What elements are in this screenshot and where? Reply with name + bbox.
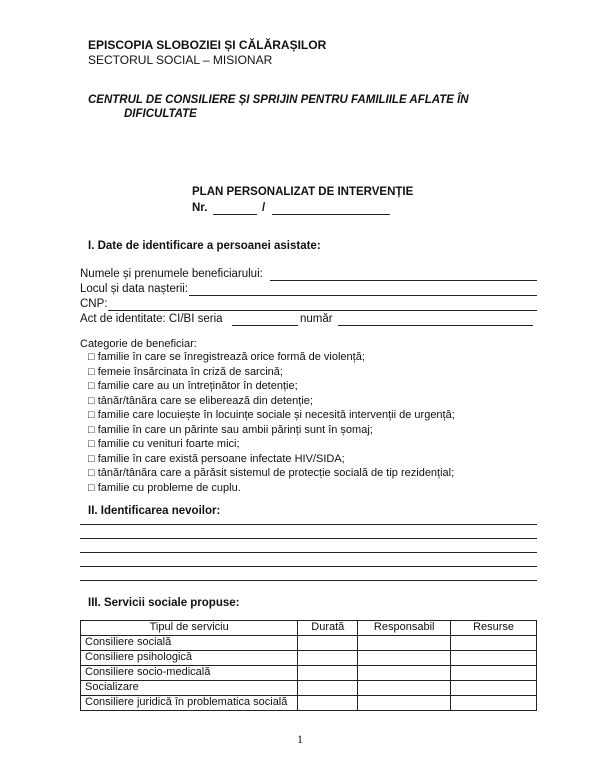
service-type-cell: Consiliere socială [81, 636, 298, 651]
plan-number-blank[interactable] [213, 214, 257, 215]
beneficiary-name-field[interactable] [270, 280, 537, 281]
needs-line[interactable] [80, 566, 537, 567]
category-checkbox-item[interactable]: □ familie în care există persoane infectate HIV/SIDA; [88, 453, 345, 465]
centre-name-line2: DIFICULTATE [124, 108, 197, 120]
resources-cell[interactable] [451, 651, 537, 666]
column-header-duration: Durată [298, 621, 358, 636]
needs-line[interactable] [80, 580, 537, 581]
section1-heading: I. Date de identificare a persoanei asistate: [88, 240, 321, 252]
category-checkbox-item[interactable]: □ familie cu venituri foarte mici; [88, 438, 240, 450]
table-row [81, 666, 537, 681]
column-header-resources: Resurse [451, 621, 537, 636]
birth-place-date-field[interactable] [189, 295, 537, 296]
organization-sector: SECTORUL SOCIAL – MISIONAR [88, 53, 273, 67]
column-header-service-type: Tipul de serviciu [81, 621, 298, 636]
id-document-label: Act de identitate: CI/BI seria [80, 313, 223, 325]
centre-name-line1: CENTRUL DE CONSILIERE ȘI SPRIJIN PENTRU FAMILIILE AFLATE ÎN [88, 94, 469, 106]
needs-line[interactable] [80, 538, 537, 539]
section3-heading: III. Servicii sociale propuse: [88, 597, 240, 609]
organization-name: EPISCOPIA SLOBOZIEI ȘI CĂLĂRAȘILOR [88, 38, 327, 52]
category-checkbox-item[interactable]: □ tânăr/tânăra care a părăsit sistemul de protecție socială de tip rezidențial; [88, 467, 455, 479]
category-checkbox-item[interactable]: □ tânăr/tânăra care se eliberează din detenție; [88, 395, 313, 407]
cnp-label: CNP: [80, 298, 108, 310]
resources-cell[interactable] [451, 636, 537, 651]
category-checkbox-item[interactable]: □ familie cu probleme de cuplu. [88, 482, 241, 494]
service-type-cell: Consiliere socio-medicală [81, 666, 298, 681]
category-checkbox-item[interactable]: □ femeie însărcinata în criză de sarcină; [88, 366, 283, 378]
resources-cell[interactable] [451, 681, 537, 696]
service-type-cell: Consiliere juridică în problematica socială [81, 696, 298, 711]
duration-cell[interactable] [298, 636, 358, 651]
duration-cell[interactable] [298, 681, 358, 696]
id-number-field[interactable] [338, 325, 533, 326]
table-row [81, 651, 537, 666]
resources-cell[interactable] [451, 696, 537, 711]
column-header-responsible: Responsabil [358, 621, 451, 636]
id-number-label: număr [300, 313, 333, 325]
table-row [81, 681, 537, 696]
resources-cell[interactable] [451, 666, 537, 681]
responsible-cell[interactable] [358, 666, 451, 681]
duration-cell[interactable] [298, 696, 358, 711]
id-series-field[interactable] [232, 325, 298, 326]
service-type-cell: Consiliere psihologică [81, 651, 298, 666]
needs-line[interactable] [80, 524, 537, 525]
table-row [81, 636, 537, 651]
plan-date-blank[interactable] [272, 214, 390, 215]
plan-number-label: Nr. [192, 202, 208, 214]
page-number: 1 [297, 732, 303, 746]
table-header-row [81, 621, 537, 636]
responsible-cell[interactable] [358, 696, 451, 711]
category-checkbox-item[interactable]: □ familie în care se înregistrează orice formă de violență; [88, 351, 365, 363]
birth-place-date-label: Locul și data nașterii: [80, 283, 189, 295]
services-table [80, 620, 537, 711]
responsible-cell[interactable] [358, 651, 451, 666]
section2-heading: II. Identificarea nevoilor: [88, 505, 221, 517]
beneficiary-name-label: Numele și prenumele beneficiarului: [80, 268, 263, 280]
document-title: PLAN PERSONALIZAT DE INTERVENȚIE [192, 186, 414, 198]
needs-line[interactable] [80, 552, 537, 553]
service-type-cell: Socializare [81, 681, 298, 696]
table-row [81, 696, 537, 711]
beneficiary-category-heading: Categorie de beneficiar: [80, 338, 197, 350]
category-checkbox-item[interactable]: □ familie care locuiește în locuințe sociale și necesită intervenții de urgență; [88, 409, 455, 421]
responsible-cell[interactable] [358, 681, 451, 696]
duration-cell[interactable] [298, 666, 358, 681]
category-checkbox-item[interactable]: □ familie care au un întreținător în detenție; [88, 380, 298, 392]
category-checkbox-item[interactable]: □ familie în care un părinte sau ambii părinți sunt în șomaj; [88, 424, 373, 436]
duration-cell[interactable] [298, 651, 358, 666]
cnp-field[interactable] [108, 310, 537, 311]
plan-number-separator: / [262, 202, 266, 214]
responsible-cell[interactable] [358, 636, 451, 651]
